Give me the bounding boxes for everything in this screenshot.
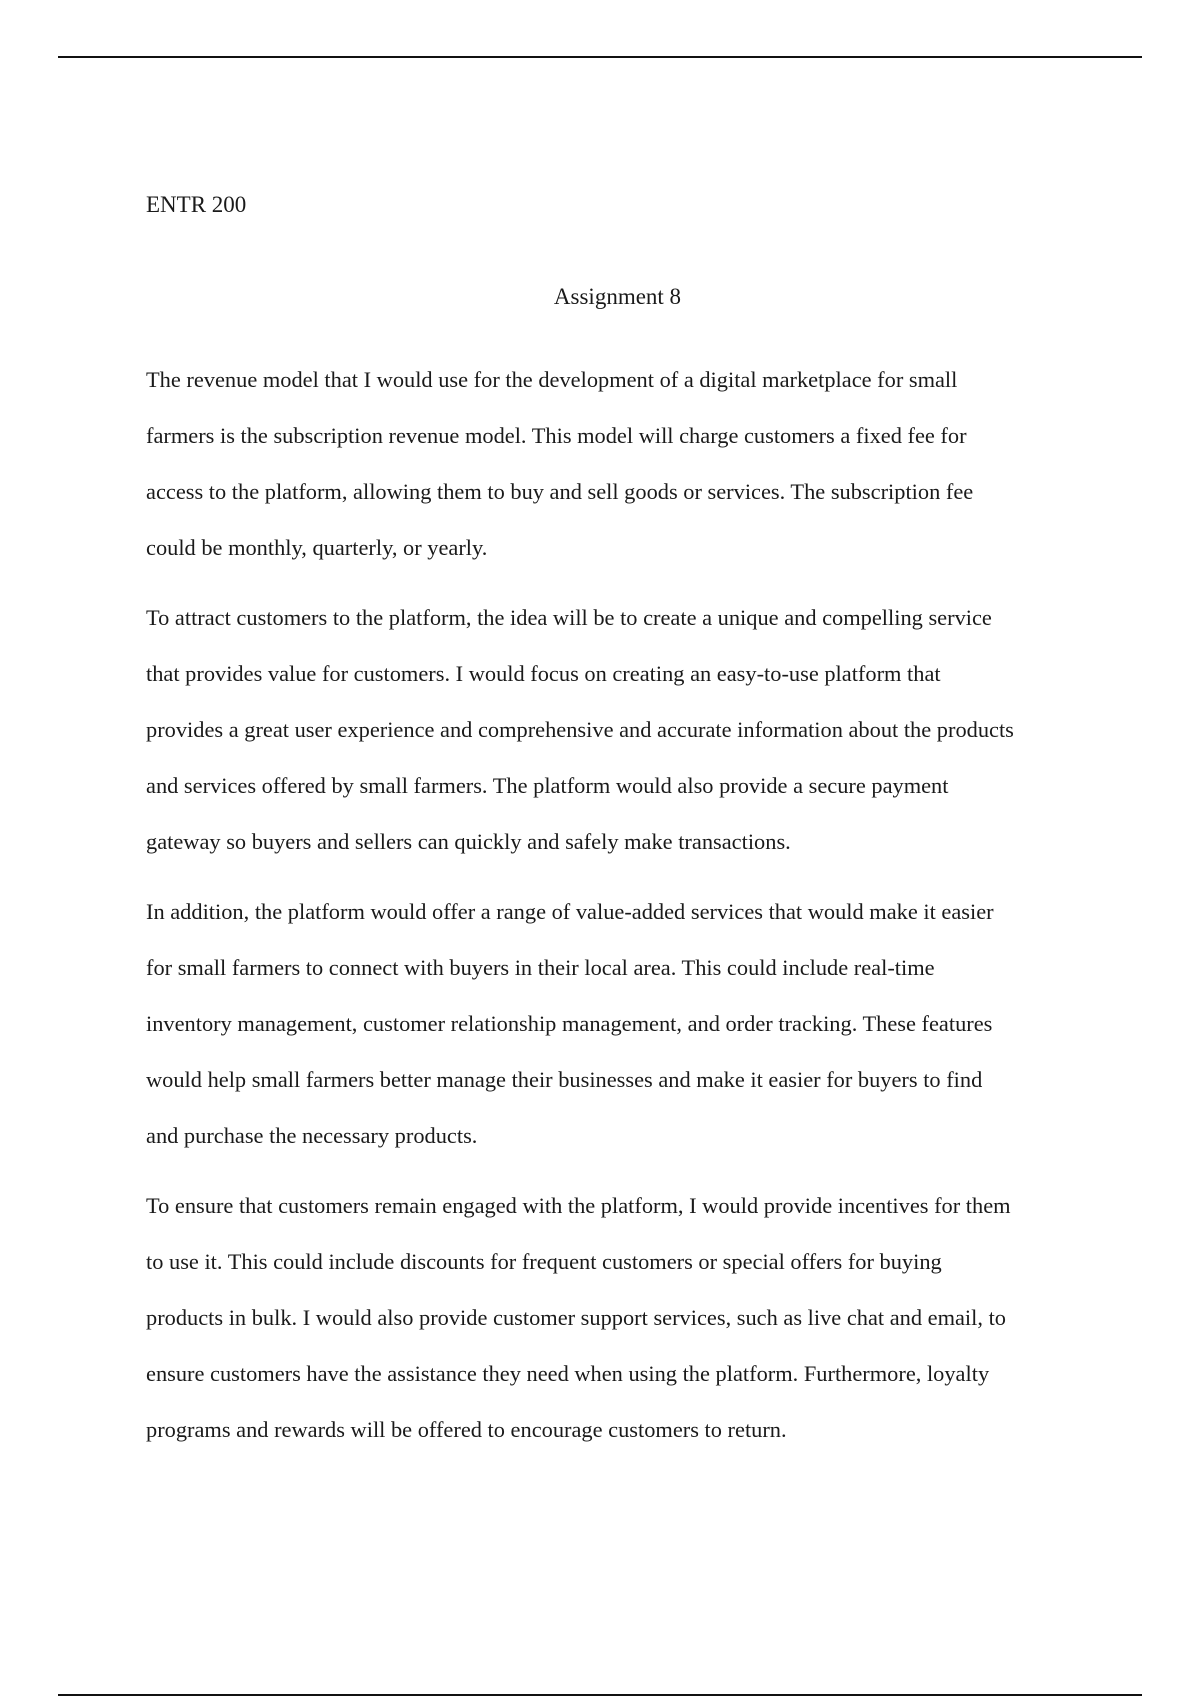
paragraph-line: The revenue model that I would use for the development of a digital marketplace for small: [146, 367, 958, 392]
paragraph-revenue-model: [146, 352, 1096, 576]
paragraph-line: To attract customers to the platform, the idea will be to create a unique and compelling service: [146, 605, 992, 630]
paragraph-line: to use it. This could include discounts for frequent customers or special offers for buying: [146, 1249, 942, 1274]
paragraph-line: and services offered by small farmers. The platform would also provide a secure payment: [146, 773, 949, 798]
document-body: [146, 352, 1096, 1472]
paragraph-line: ensure customers have the assistance they need when using the platform. Furthermore, loyalty: [146, 1361, 990, 1386]
header-rule: [58, 56, 1142, 58]
paragraph-engagement: [146, 1178, 1096, 1458]
paragraph-line: provides a great user experience and comprehensive and accurate information about the products: [146, 717, 1014, 742]
paragraph-line: inventory management, customer relationship management, and order tracking. These features: [146, 1011, 993, 1036]
paragraph-line: gateway so buyers and sellers can quickly and safely make transactions.: [146, 829, 791, 854]
document-title: Assignment 8: [553, 284, 682, 309]
paragraph-attract-customers: [146, 590, 1096, 870]
paragraph-line: could be monthly, quarterly, or yearly.: [146, 535, 488, 560]
paragraph-line: access to the platform, allowing them to buy and sell goods or services. The subscription fee: [146, 479, 974, 504]
footer-rule: [58, 1694, 1142, 1696]
paragraph-line: and purchase the necessary products.: [146, 1123, 478, 1148]
paragraph-line: programs and rewards will be offered to encourage customers to return.: [146, 1417, 787, 1442]
paragraph-line: In addition, the platform would offer a range of value-added services that would make it easier: [146, 899, 994, 924]
paragraph-line: that provides value for customers. I would focus on creating an easy-to-use platform that: [146, 661, 941, 686]
paragraph-line: farmers is the subscription revenue model. This model will charge customers a fixed fee for: [146, 423, 967, 448]
paragraph-line: for small farmers to connect with buyers in their local area. This could include real-time: [146, 955, 935, 980]
course-code: ENTR 200: [146, 192, 247, 217]
paragraph-line: products in bulk. I would also provide customer support services, such as live chat and email, to: [146, 1305, 1006, 1330]
paragraph-line: To ensure that customers remain engaged with the platform, I would provide incentives for them: [146, 1193, 1011, 1218]
paragraph-value-added-services: [146, 884, 1096, 1164]
paragraph-line: would help small farmers better manage their businesses and make it easier for buyers to find: [146, 1067, 983, 1092]
